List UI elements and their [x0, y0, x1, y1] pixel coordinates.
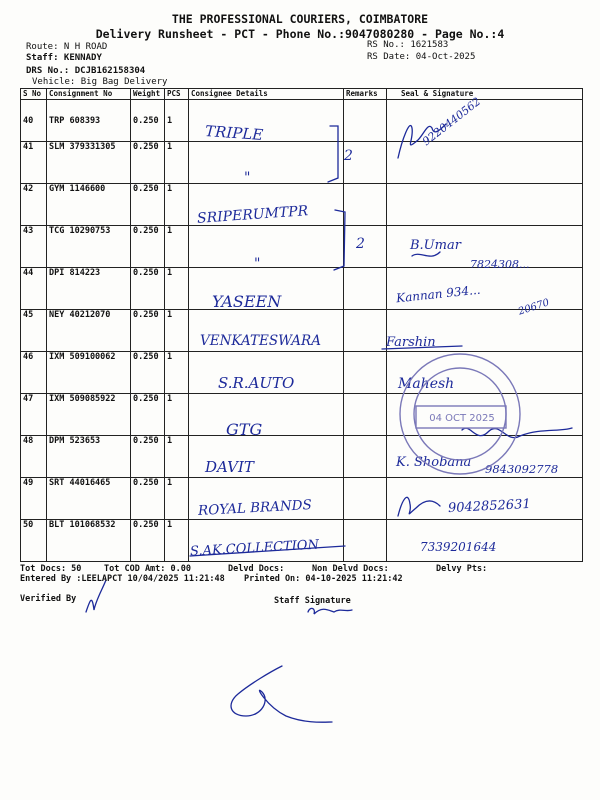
- bracket-mark: [328, 126, 338, 182]
- col-pcs: PCS: [165, 89, 189, 100]
- handwritten-consignee: S.R.AUTO: [218, 374, 295, 392]
- cell-consignment: GYM 1146600: [47, 184, 131, 226]
- cell-consignment: DPI 814223: [47, 268, 131, 310]
- cell-pcs: 1: [165, 310, 189, 352]
- handwritten-consignee: S.AK.COLLECTION: [189, 537, 320, 560]
- handwritten-seal: 9042852631: [447, 496, 532, 517]
- cell-sno: 49: [21, 478, 47, 520]
- cell-weight: 0.250: [131, 184, 165, 226]
- cell-pcs: 1: [165, 352, 189, 394]
- handwritten-consignee: ": [244, 170, 251, 186]
- printed-on: Printed On: 04-10-2025 11:21:42: [244, 574, 403, 584]
- handwritten-consignee: TRIPLE: [204, 121, 264, 145]
- cell-sno: 40: [21, 100, 47, 142]
- cell-weight: 0.250: [131, 310, 165, 352]
- handwritten-seal: Kannan 934...: [395, 282, 482, 306]
- cell-sno: 43: [21, 226, 47, 268]
- rs-date: RS Date: 04-Oct-2025: [367, 52, 476, 62]
- cell-pcs: 1: [165, 100, 189, 142]
- route-label: Route: N H ROAD: [26, 42, 108, 52]
- entered-by: Entered By :LEELAPCT 10/04/2025 11:21:48: [20, 574, 225, 584]
- vehicle-label: Vehicle: Big Bag Delivery: [32, 77, 168, 87]
- company-title: THE PROFESSIONAL COURIERS, COIMBATORE: [171, 12, 429, 26]
- drs-number: DRS No.: DCJB162158304: [26, 66, 146, 76]
- rs-number: RS No.: 1621583: [367, 40, 449, 50]
- handwritten-consignee: YASEEN: [212, 292, 282, 311]
- col-consignment: Consignment No: [47, 89, 131, 100]
- cell-weight: 0.250: [131, 268, 165, 310]
- cell-consignment: SRT 44016465: [47, 478, 131, 520]
- cell-pcs: 1: [165, 268, 189, 310]
- handwritten-consignee: VENKATESWARA: [200, 333, 321, 349]
- handwritten-seal: 9220440562: [420, 94, 484, 149]
- stamp-date: 04 OCT 2025: [429, 413, 495, 424]
- cell-sno: 44: [21, 268, 47, 310]
- runsheet-subtitle: Delivery Runsheet - PCT - Phone No.:9047080280 - Page No.:4: [95, 27, 505, 41]
- handwritten-consignee: ": [254, 256, 261, 272]
- delivered-docs: Delvd Docs:: [228, 564, 285, 574]
- handwritten-remark: 2: [356, 236, 365, 252]
- cell-sno: 41: [21, 142, 47, 184]
- cell-weight: 0.250: [131, 352, 165, 394]
- handwritten-seal: Mahesh: [398, 376, 455, 392]
- non-delivered-docs: Non Delvd Docs:: [312, 564, 389, 574]
- cell-consignment: SLM 379331305: [47, 142, 131, 184]
- signature-stroke: [398, 497, 440, 516]
- underline-mark: [190, 546, 345, 556]
- cell-pcs: 1: [165, 142, 189, 184]
- handwritten-seal: 20670: [517, 297, 551, 318]
- handwritten-consignee: ROYAL BRANDS: [197, 497, 313, 519]
- cell-pcs: 1: [165, 478, 189, 520]
- cell-sno: 47: [21, 394, 47, 436]
- verified-signature: [86, 580, 106, 612]
- col-weight: Weight: [131, 89, 165, 100]
- cell-consignment: BLT 101068532: [47, 520, 131, 562]
- bracket-mark: [334, 210, 345, 270]
- cell-pcs: 1: [165, 520, 189, 562]
- cell-consignment: IXM 509085922: [47, 394, 131, 436]
- cell-weight: 0.250: [131, 478, 165, 520]
- cell-weight: 0.250: [131, 520, 165, 562]
- col-remarks: Remarks: [344, 89, 387, 100]
- large-signature: [231, 666, 332, 722]
- handwritten-consignee: SRIPERUMTPR: [196, 203, 309, 227]
- col-sno: S No: [21, 89, 47, 100]
- cell-weight: 0.250: [131, 100, 165, 142]
- cell-weight: 0.250: [131, 142, 165, 184]
- cell-sno: 48: [21, 436, 47, 478]
- delivery-points: Delvy Pts:: [436, 564, 488, 574]
- handwritten-seal: 9843092778: [485, 462, 559, 476]
- cell-sno: 50: [21, 520, 47, 562]
- cell-consignment: TCG 10290753: [47, 226, 131, 268]
- col-seal: Seal & Signature: [387, 89, 583, 100]
- staff-signature-mark: [308, 608, 352, 614]
- handwritten-seal: 7339201644: [420, 540, 497, 554]
- handwritten-seal: K. Shobana: [396, 455, 472, 470]
- cell-consignment: IXM 509100062: [47, 352, 131, 394]
- cell-weight: 0.250: [131, 394, 165, 436]
- cell-consignment: TRP 608393: [47, 100, 131, 142]
- handwritten-seal: Farshin: [386, 335, 436, 350]
- handwritten-seal: B.Umar: [410, 238, 461, 253]
- cell-weight: 0.250: [131, 436, 165, 478]
- handwritten-consignee: GTG: [226, 420, 263, 439]
- cell-pcs: 1: [165, 436, 189, 478]
- cell-consignment: DPM 523653: [47, 436, 131, 478]
- cell-weight: 0.250: [131, 226, 165, 268]
- cell-sno: 42: [21, 184, 47, 226]
- total-docs: Tot Docs: 50: [20, 564, 82, 574]
- cell-sno: 45: [21, 310, 47, 352]
- staff-label: Staff: KENNADY: [26, 53, 102, 63]
- signature-stroke: [412, 252, 440, 256]
- cell-pcs: 1: [165, 184, 189, 226]
- cell-pcs: 1: [165, 226, 189, 268]
- cell-consignment: NEY 40212070: [47, 310, 131, 352]
- cell-pcs: 1: [165, 394, 189, 436]
- signature-stroke: [398, 124, 446, 158]
- handwritten-consignee: DAVIT: [205, 458, 254, 476]
- col-consignee: Consignee Details: [189, 89, 344, 100]
- underline-mark: [382, 346, 462, 349]
- handwritten-remark: 2: [344, 148, 353, 164]
- verified-by-label: Verified By: [20, 594, 77, 604]
- total-cod-amount: Tot COD Amt: 0.00: [104, 564, 191, 574]
- handwritten-seal: 7824308...: [470, 258, 530, 271]
- staff-signature-label: Staff Signature: [274, 596, 351, 606]
- cell-sno: 46: [21, 352, 47, 394]
